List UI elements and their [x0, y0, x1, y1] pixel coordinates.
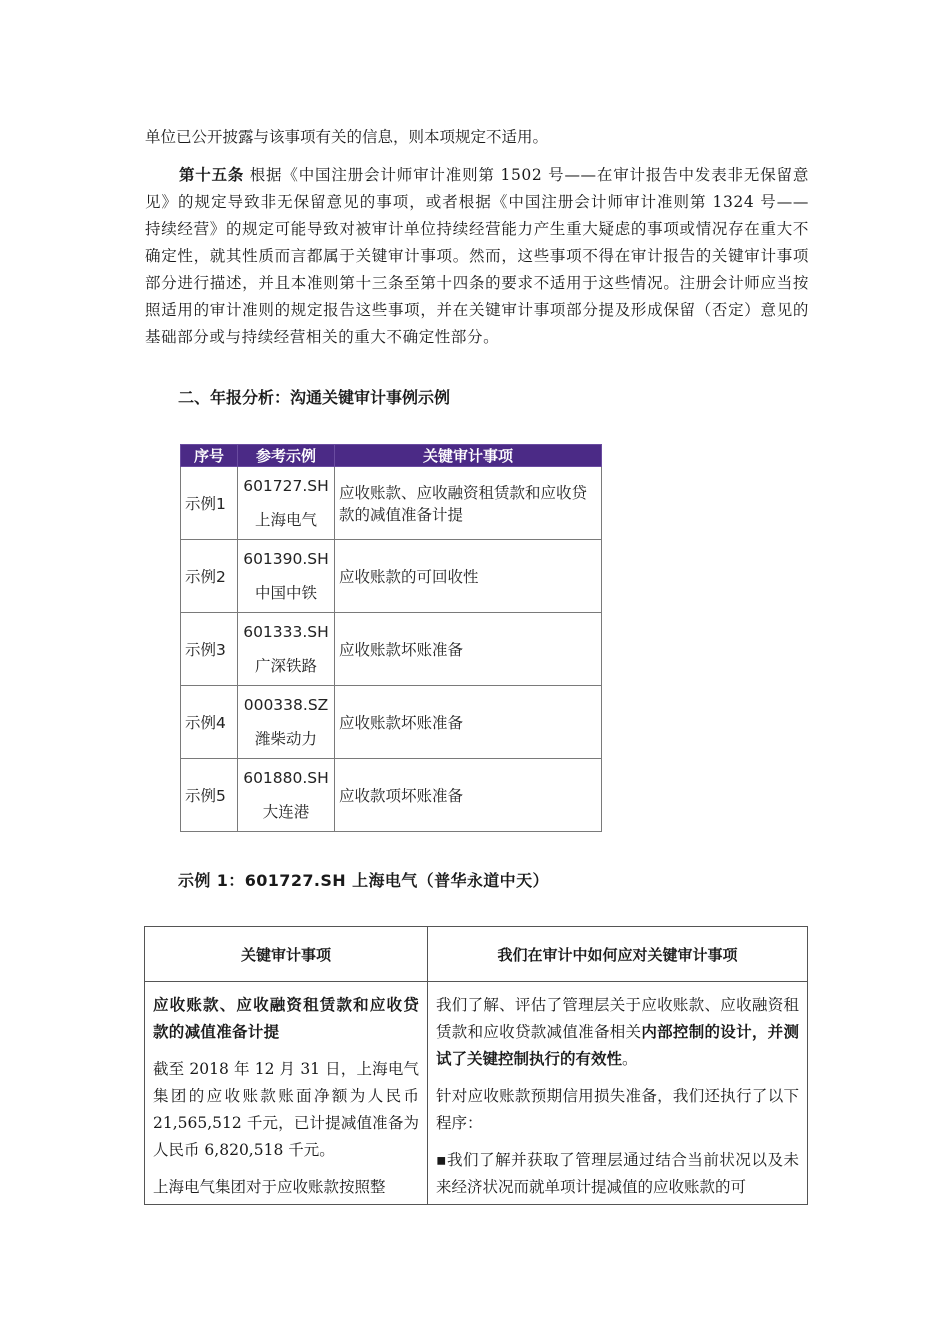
example-title: 示例 1：601727.SH 上海电气（普华永道中天）	[178, 871, 549, 890]
audit-response-cell	[428, 982, 808, 1205]
stock-code: 601333.SH	[243, 623, 329, 641]
stock-code: 601390.SH	[243, 550, 329, 568]
row-example	[238, 613, 335, 686]
audit-response-para: ▪我们了解并获取了管理层通过结合当前状况以及未来经济状况而就单项计提减值的应收账款的可	[436, 1151, 799, 1196]
row-matter: 应收账款的可回收性	[335, 540, 602, 613]
article-paragraph	[145, 162, 809, 351]
row-matter: 应收账款、应收融资租赁款和应收贷款的减值准备计提	[335, 467, 602, 540]
stock-code: 601880.SH	[243, 769, 329, 787]
row-example	[238, 467, 335, 540]
table-row	[145, 982, 808, 1205]
row-matter: 应收款项坏账准备	[335, 759, 602, 832]
table-row	[181, 540, 602, 613]
audit-response-para: 针对应收账款预期信用损失准备，我们还执行了以下程序：	[436, 1087, 799, 1132]
intro-line: 单位已公开披露与该事项有关的信息，则本项规定不适用。	[145, 128, 549, 146]
company-name: 广深铁路	[254, 657, 317, 675]
response-text: 我们了解、评估了管理层关于应收账款、应收融资租赁款和应收贷款减值准备相关	[436, 996, 799, 1041]
audit-matter-para: 截至 2018 年 12 月 31 日，上海电气集团的应收账款账面净额为人民币 21,565,512 千元，已计提减值准备为人民币 6,820,518 千元。	[153, 1060, 419, 1159]
section-title: 二、年报分析：沟通关键审计事例示例	[178, 388, 451, 407]
ref-header-no: 序号	[181, 445, 238, 467]
audit-matters-table	[144, 926, 808, 1205]
row-example	[238, 759, 335, 832]
row-no: 示例5	[181, 759, 238, 832]
row-matter: 应收账款坏账准备	[335, 613, 602, 686]
row-example	[238, 540, 335, 613]
row-example	[238, 686, 335, 759]
row-no: 示例3	[181, 613, 238, 686]
response-emphasis: 内部控制的设计，并测试了关键控制执行的有效性	[436, 1023, 799, 1068]
audit-table-header	[145, 927, 808, 982]
audit-matter-cell	[145, 982, 428, 1205]
table-row	[181, 467, 602, 540]
company-name: 潍柴动力	[254, 730, 317, 748]
audit-matter-para: 上海电气集团对于应收账款按照整	[153, 1178, 386, 1196]
row-no: 示例1	[181, 467, 238, 540]
company-name: 上海电气	[254, 511, 317, 529]
article-text: 根据《中国注册会计师审计准则第 1502 号——在审计报告中发表非无保留意见》的规定导致非无保留意见的事项，或者根据《中国注册会计师审计准则第 1324 号——持续经营》的规定可能导致对被审计单位持续经营能力产生重大疑虑的事项或情况存在重大不确定性，就其性质而言都属于关键审计事项。然而，这些事项不得在审计报告的关键审计事项部分进行描述，并且本准则第十三条至第十四条的要求不适用于这些情况。注册会计师应当按照适用的审计准则的规定报告这些事项，并在关键审计事项部分提及形成保留（否定）意见的基础部分或与持续经营相关的重大不确定性部分。	[145, 166, 809, 346]
table-row	[181, 759, 602, 832]
reference-table-header	[181, 445, 602, 467]
response-text: 。	[622, 1050, 638, 1068]
audit-response-para	[436, 992, 799, 1073]
audit-header-response: 我们在审计中如何应对关键审计事项	[428, 927, 808, 982]
stock-code: 601727.SH	[243, 477, 329, 495]
company-name: 中国中铁	[254, 584, 317, 602]
audit-header-matter: 关键审计事项	[145, 927, 428, 982]
reference-table	[180, 444, 602, 832]
article-label: 第十五条	[179, 166, 244, 184]
ref-header-matter: 关键审计事项	[335, 445, 602, 467]
table-row	[181, 686, 602, 759]
row-no: 示例2	[181, 540, 238, 613]
company-name: 大连港	[262, 803, 310, 821]
row-matter: 应收账款坏账准备	[335, 686, 602, 759]
ref-header-example: 参考示例	[238, 445, 335, 467]
row-no: 示例4	[181, 686, 238, 759]
audit-matter-title: 应收账款、应收融资租赁款和应收贷款的减值准备计提	[153, 996, 419, 1041]
table-row	[181, 613, 602, 686]
stock-code: 000338.SZ	[243, 696, 329, 714]
